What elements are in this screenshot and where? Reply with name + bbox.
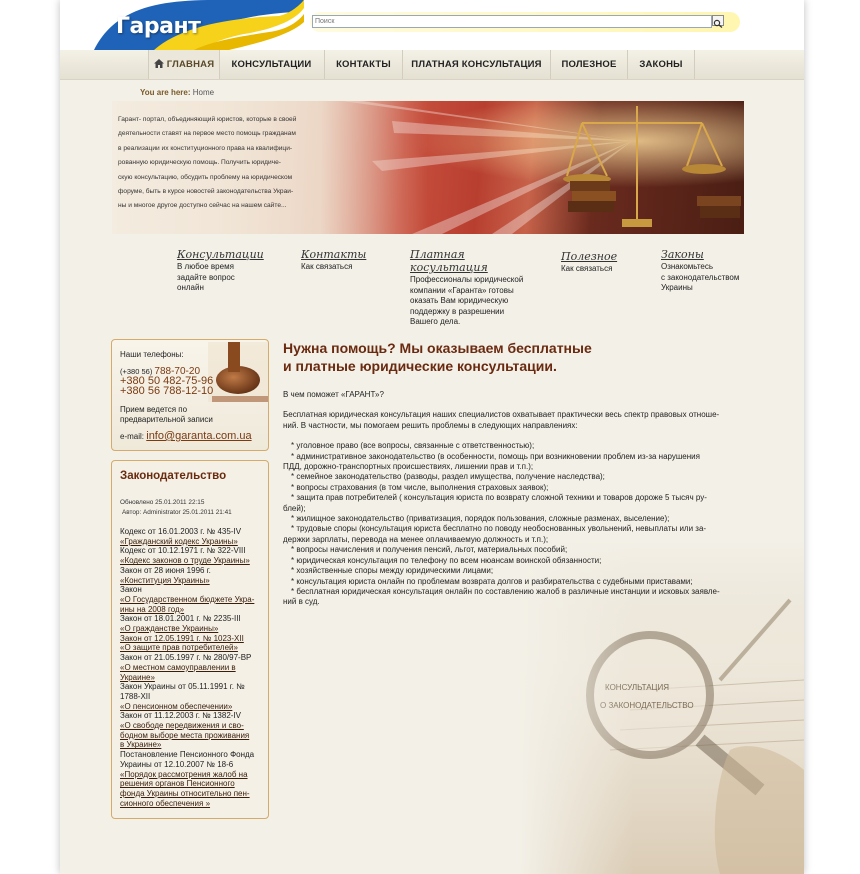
law-link[interactable]: «Кодекс законов о труде Украины» <box>120 556 250 566</box>
email-link[interactable]: info@garanta.com.ua <box>146 430 252 442</box>
desc-line: Украины <box>661 283 693 293</box>
law-reference: Закон от 28 июня 1996 г. <box>120 565 211 575</box>
law-link[interactable]: «О свободе передвижения и сво- <box>120 721 244 731</box>
nav-item-consultations[interactable]: КОНСУЛЬТАЦИИ <box>219 50 325 79</box>
intro-line: ний. В частности, мы помогаем решить проблемы в следующих направлениях: <box>283 420 578 430</box>
desc-line: В любое время <box>177 262 234 271</box>
desc-line: онлайн <box>177 283 204 293</box>
service-item: * защита прав потребителей ( консультация юриста по возврату сложной техники и товаров дороже 5 тысяч ру- <box>291 493 707 503</box>
intro-text <box>283 410 745 431</box>
quick-link-title-2[interactable]: косультация <box>410 261 488 274</box>
law-reference: Кодекс от 10.12.1971 г. № 322-VIII <box>120 546 246 556</box>
desc-line: Как связаться <box>301 262 353 271</box>
law-reference: 1788-XII <box>120 691 151 701</box>
search-button[interactable] <box>712 15 724 26</box>
home-icon <box>154 59 164 68</box>
law-link[interactable]: «Порядок рассмотрения жалоб на <box>120 769 248 779</box>
quick-link-laws <box>661 248 761 294</box>
law-link[interactable]: ины на 2008 год» <box>120 604 185 614</box>
law-link[interactable]: сионного обеспечения » <box>120 798 211 808</box>
desc-line: Вашего дела. <box>410 317 461 327</box>
legislation-title: Законодательство <box>120 470 227 482</box>
search-bar <box>310 12 740 32</box>
phone-1-code: (+380 56) <box>120 367 153 376</box>
quick-link-desc <box>661 262 761 294</box>
phones-label: Наши телефоны: <box>120 350 184 359</box>
quick-link-useful <box>561 250 651 275</box>
page-title <box>283 339 603 375</box>
services-list <box>283 441 745 608</box>
quick-link-desc <box>410 275 540 328</box>
title-line: Нужна помощь? Мы оказываем бесплатные <box>283 340 592 356</box>
banner-text <box>118 113 318 214</box>
law-link[interactable]: «О гражданстве Украины» <box>120 624 219 634</box>
breadcrumb <box>140 88 214 97</box>
law-reference: Закон от 11.12.2003 г. № 1382-IV <box>120 711 241 721</box>
service-item: * жилищное законодательство (приватизация, порядок пользования, сложные разменах, выселение); <box>291 514 670 524</box>
quick-link-paid <box>410 248 540 328</box>
main-nav <box>60 50 804 80</box>
law-link[interactable]: «О Государственном бюджете Укра- <box>120 594 255 604</box>
service-item: * хозяйственные споры между юридическими лицами; <box>291 566 494 576</box>
email-label: e-mail: <box>120 432 145 441</box>
desc-line: Как связаться <box>561 264 613 273</box>
service-item: держки зарплаты, перевода на менее оплачиваемую должность и т.п.); <box>283 534 549 544</box>
nav-item-paid-consultation[interactable]: ПЛАТНАЯ КОНСУЛЬТАЦИЯ <box>403 50 551 79</box>
nav-label: ГЛАВНАЯ <box>166 59 215 70</box>
service-item: * консультация юриста онлайн по проблемам возврата долгов и разбирательства с судебными приставами; <box>291 576 693 586</box>
service-item: * бесплатная юридическая консультация онлайн по составлению жалоб в различные инстанции и исковых заявле- <box>291 586 720 596</box>
logo-text[interactable]: Гарант <box>116 14 201 39</box>
banner-line: в реализации их конституционного права на квалифици- <box>118 144 293 152</box>
page <box>60 0 804 874</box>
law-reference: Закон <box>120 585 142 595</box>
law-link[interactable]: решения органов Пенсионного <box>120 779 235 789</box>
header <box>60 0 804 50</box>
legislation-box <box>111 460 269 819</box>
banner-line: деятельности ставят на первое место помощь гражданам <box>118 130 296 138</box>
main-content <box>283 390 745 608</box>
banner-line: скую консультацию, обсудить проблему на юридическом <box>118 173 293 181</box>
law-link[interactable]: «О местном самоуправлении в <box>120 662 236 672</box>
law-reference: Закон от 21.05.1997 г. № 280/97-ВР <box>120 653 252 663</box>
law-link[interactable]: фонда Украины относительно пен- <box>120 788 250 798</box>
law-reference: Украины от 12.10.2007 № 18-6 <box>120 759 234 769</box>
author-line: Автор: Administrator 25.01.2011 21:41 <box>122 509 232 516</box>
breadcrumb-current: Home <box>192 88 215 97</box>
search-input[interactable] <box>312 15 712 28</box>
quick-link-desc <box>561 264 651 275</box>
service-item: ний в суд. <box>283 597 320 607</box>
quick-link-title[interactable]: Законы <box>661 248 704 261</box>
nav-item-contacts[interactable]: КОНТАКТЫ <box>325 50 403 79</box>
desc-line: Ознакомьтесь <box>661 262 714 271</box>
law-link[interactable]: «О защите прав потребителей» <box>120 643 238 653</box>
breadcrumb-prefix: You are here: <box>140 88 191 97</box>
banner-line: Гарант- портал, объединяющий юристов, которые в своей <box>118 116 297 123</box>
banner-line: рованную юридическую помощь. Получить юридиче- <box>118 159 281 167</box>
law-link[interactable]: бодном выборе места проживания <box>120 730 250 740</box>
quick-link-desc <box>301 262 391 273</box>
desc-line: с законодательством <box>661 272 740 282</box>
desc-line: оказать Вам юридическую <box>410 296 509 306</box>
law-reference: Закон от 18.01.2001 г. № 2235-III <box>120 614 241 624</box>
quick-link-title[interactable]: Платная <box>410 248 465 261</box>
hero-banner <box>112 101 744 234</box>
intro-question: В чем поможет «ГАРАНТ»? <box>283 390 384 399</box>
service-item: блей); <box>283 503 306 513</box>
law-reference: Кодекс от 16.01.2003 г. № 435-IV <box>120 527 242 536</box>
email-row <box>120 430 252 442</box>
service-item: * уголовное право (все вопросы, связанные с ответственностью); <box>291 441 535 451</box>
quick-link-desc <box>177 262 277 294</box>
service-item: * административное законодательство (в особенности, помощь при возникновении проблем из-за нарушения <box>291 451 700 461</box>
quick-link-title[interactable]: Консультации <box>177 248 264 261</box>
nav-item-laws[interactable]: ЗАКОНЫ <box>628 50 695 79</box>
quick-link-title[interactable]: Полезное <box>561 250 618 263</box>
phone-3: +380 56 788-12-10 <box>120 385 214 397</box>
appointment-note: Прием ведется по предварительной записи <box>120 405 213 424</box>
banner-line: ны и многое другое доступно сейчас на нашем сайте... <box>118 202 287 210</box>
quick-link-contacts <box>301 248 391 273</box>
service-item: * вопросы страхования (в том числе, выполнения страховых заявок); <box>291 482 549 492</box>
nav-item-useful[interactable]: ПОЛЕЗНОЕ <box>551 50 628 79</box>
search-icon <box>713 19 723 28</box>
service-item: * семейное законодательство (разводы, раздел имущества, получение наследства); <box>291 472 605 482</box>
service-item: ПДД, дорожно-транспортных происшествиях, лишении прав и т.п.); <box>283 462 534 472</box>
nav-item-home[interactable] <box>148 50 220 79</box>
phone-1-number: 788-70-20 <box>154 366 201 377</box>
service-item: * вопросы начисления и получения пенсий, льгот, материальных пособий; <box>291 545 568 555</box>
quick-link-title[interactable]: Контакты <box>301 248 367 261</box>
law-link[interactable]: «Конституция Украины» <box>120 575 210 585</box>
legislation-list <box>120 527 266 808</box>
intro-line: Бесплатная юридическая консультация наших специалистов охватывает практически весь спектр правовых отноше- <box>283 410 720 420</box>
updated-date: Обновлено 25.01.2011 22:15 <box>120 499 205 506</box>
gavel-icon <box>208 342 268 402</box>
quick-link-consultations <box>177 248 277 294</box>
service-item: * юридическая консультация по телефону по всем нюансам воинской обязанности; <box>291 555 602 565</box>
law-link[interactable]: «О пенсионном обеспечении» <box>120 701 233 711</box>
law-link[interactable]: Закон от 12.05.1991 г. № 1023-XII <box>120 633 244 643</box>
law-reference: Закон Украины от 05.11.1991 г. № <box>120 682 245 692</box>
law-link[interactable]: в Украине» <box>120 740 162 750</box>
desc-line: поддержку в разрешении <box>410 306 505 316</box>
law-reference: Постановление Пенсионного Фонда <box>120 750 255 760</box>
banner-line: форуме, быть в курсе новостей законодательства Украи- <box>118 188 294 196</box>
law-link[interactable]: «Гражданский кодекс Украины» <box>120 536 238 546</box>
law-link[interactable]: Украине» <box>120 672 155 682</box>
phone-2: +380 50 482-75-96 <box>120 375 214 387</box>
contact-box <box>111 339 269 451</box>
desc-line: Профессионалы юридической <box>410 275 524 284</box>
desc-line: задайте вопрос <box>177 272 235 282</box>
service-item: * трудовые споры (консультация юриста бесплатно по поводу необоснованных увольнений, невыплаты или за- <box>291 524 707 534</box>
desc-line: компании «Гаранта» готовы <box>410 285 514 295</box>
title-line: и платные юридические консультации. <box>283 358 557 374</box>
